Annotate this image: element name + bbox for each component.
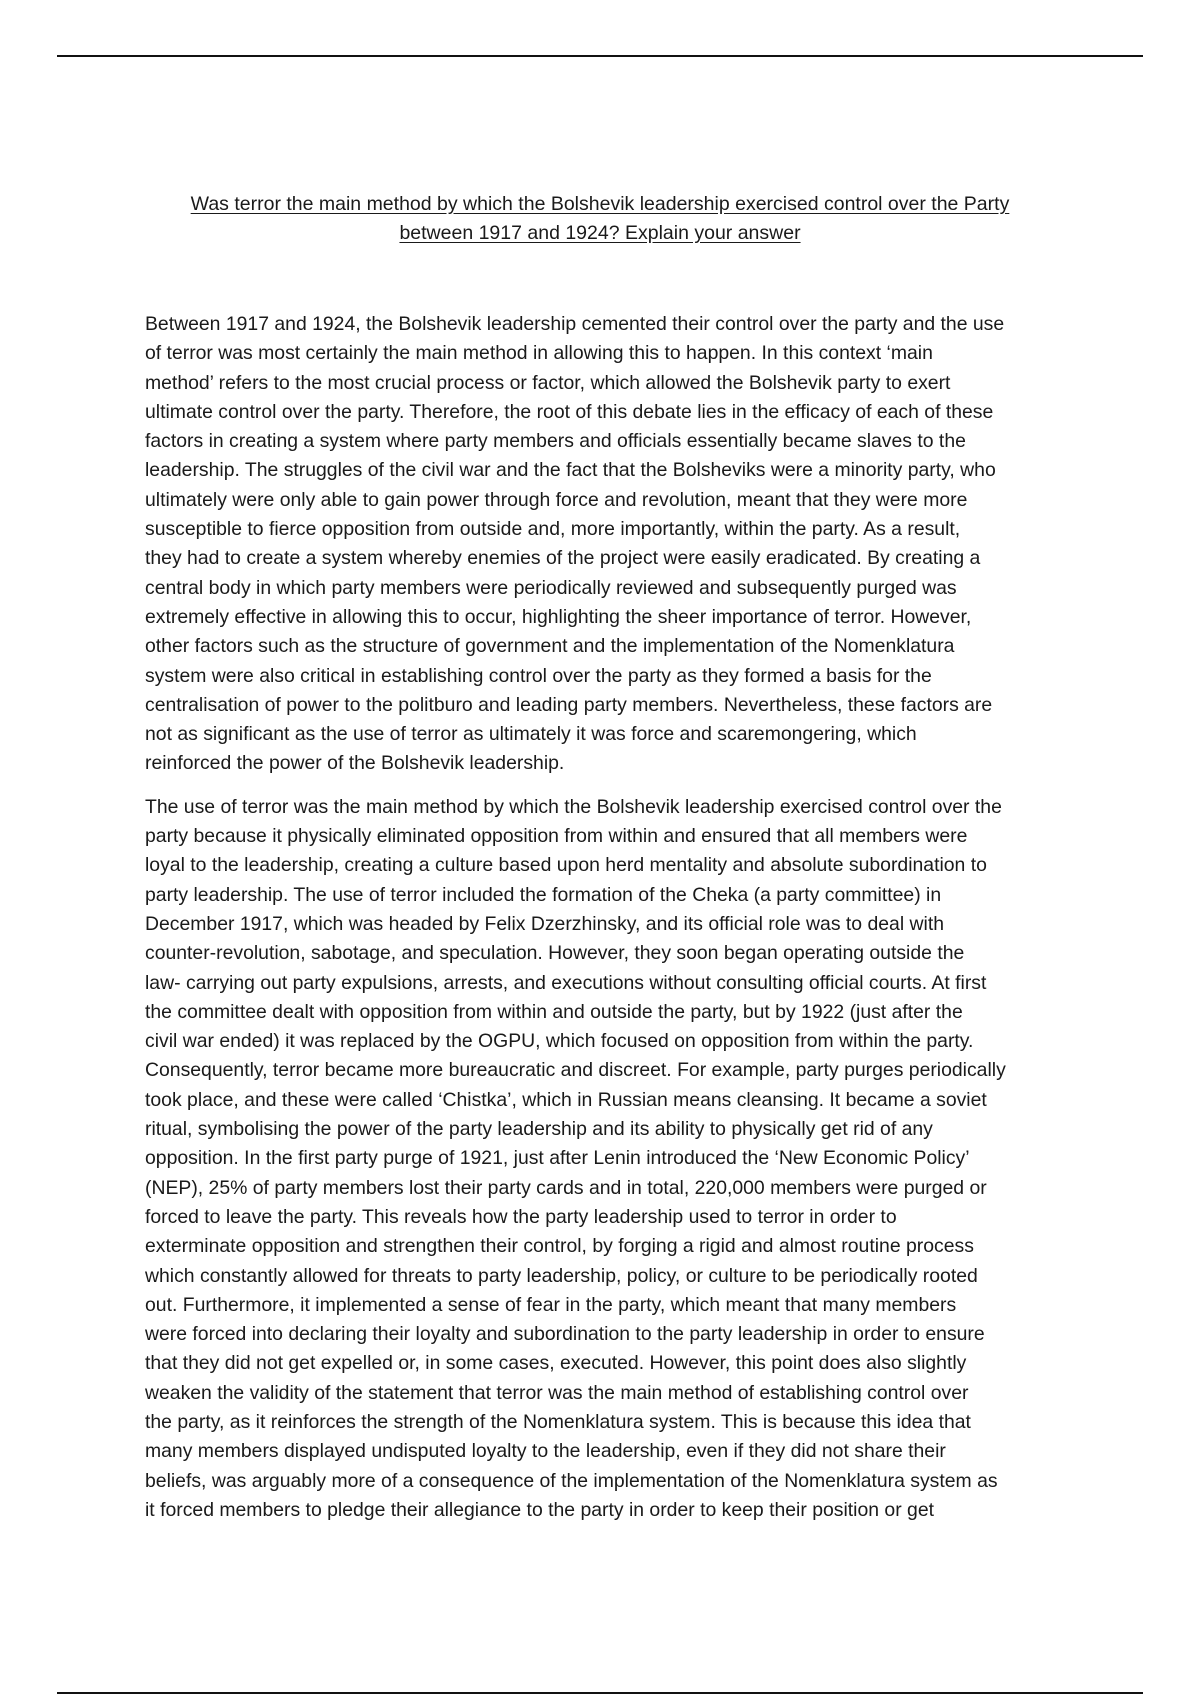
text-line: loyal to the leadership, creating a culture based upon herd mentality and absolute subordination to: [145, 854, 987, 877]
text-line: susceptible to fierce opposition from outside and, more importantly, within the party. As a result,: [145, 518, 961, 541]
text-line: Between 1917 and 1924, the Bolshevik leadership cemented their control over the party and the use: [145, 313, 1005, 335]
text-line: opposition. In the first party purge of 1921, just after Lenin introduced the ‘New Economic Policy’: [145, 1147, 970, 1170]
text-line: they had to create a system whereby enemies of the project were easily eradicated. By creating a: [145, 547, 981, 570]
text-line: extremely effective in allowing this to occur, highlighting the sheer importance of terror. However,: [145, 605, 972, 628]
text-line: central body in which party members were periodically reviewed and subsequently purged was: [145, 576, 957, 599]
paragraph-1: [145, 310, 1075, 779]
text-line: party leadership. The use of terror included the formation of the Cheka (a party committee) in: [145, 883, 942, 906]
text-line: centralisation of power to the politburo and leading party members. Nevertheless, these factors are: [145, 693, 993, 716]
text-line: factors in creating a system where party members and officials essentially became slaves to the: [145, 430, 966, 453]
text-line: of terror was most certainly the main method in allowing this to happen. In this context ‘main: [145, 342, 933, 365]
text-line: it forced members to pledge their allegiance to the party in order to keep their position or get: [145, 1498, 934, 1521]
text-line: party because it physically eliminated opposition from within and ensured that all members were: [145, 825, 968, 848]
text-line: beliefs, was arguably more of a consequence of the implementation of the Nomenklatura system as: [145, 1469, 998, 1492]
document-title: [130, 190, 1070, 248]
text-line: many members displayed undisputed loyalty to the leadership, even if they did not share their: [145, 1440, 946, 1463]
text-line: weaken the validity of the statement that terror was the main method of establishing control over: [145, 1381, 969, 1404]
text-line: The use of terror was the main method by which the Bolshevik leadership exercised control over the: [145, 795, 1002, 818]
text-line: ultimate control over the party. Therefore, the root of this debate lies in the efficacy of each of these: [145, 400, 994, 423]
text-line: ritual, symbolising the power of the party leadership and its ability to physically get rid of any: [145, 1118, 933, 1141]
text-line: reinforced the power of the Bolshevik leadership.: [145, 752, 565, 775]
text-line: leadership. The struggles of the civil war and the fact that the Bolsheviks were a minority party, who: [145, 459, 996, 482]
text-line: December 1917, which was headed by Felix Dzerzhinsky, and its official role was to deal with: [145, 912, 944, 935]
text-line: system were also critical in establishing control over the party as they formed a basis for the: [145, 664, 932, 687]
text-line: took place, and these were called ‘Chistka’, which in Russian means cleansing. It became a soviet: [145, 1088, 987, 1111]
text-line: exterminate opposition and strengthen their control, by forging a rigid and almost routine process: [145, 1235, 974, 1258]
text-line: which constantly allowed for threats to party leadership, policy, or culture to be periodically rooted: [145, 1264, 978, 1287]
text-line: (NEP), 25% of party members lost their party cards and in total, 220,000 members were purged or: [145, 1176, 987, 1199]
document-body: [145, 310, 1075, 1539]
text-line: forced to leave the party. This reveals how the party leadership used to terror in order to: [145, 1205, 897, 1228]
text-line: method’ refers to the most crucial process or factor, which allowed the Bolshevik party to exert: [145, 371, 951, 394]
text-line: ultimately were only able to gain power through force and revolution, meant that they were more: [145, 488, 968, 511]
text-line: not as significant as the use of terror as ultimately it was force and scaremongering, which: [145, 723, 917, 746]
text-line: other factors such as the structure of government and the implementation of the Nomenklatura: [145, 635, 955, 658]
footer-rule: [57, 1692, 1143, 1694]
text-line: counter-revolution, sabotage, and speculation. However, they soon began operating outside the: [145, 942, 965, 965]
text-line: the committee dealt with opposition from within and outside the party, but by 1922 (just after the: [145, 1000, 963, 1023]
text-line: law- carrying out party expulsions, arrests, and executions without consulting official courts. At first: [145, 971, 987, 994]
text-line: civil war ended) it was replaced by the OGPU, which focused on opposition from within the party.: [145, 1030, 974, 1053]
text-line: out. Furthermore, it implemented a sense of fear in the party, which meant that many members: [145, 1293, 957, 1316]
header-rule: [57, 55, 1143, 57]
title-line: Was terror the main method by which the Bolshevik leadership exercised control over the Party: [190, 193, 1010, 215]
text-line: Consequently, terror became more bureaucratic and discreet. For example, party purges periodically: [145, 1059, 1006, 1082]
paragraph-2: [145, 793, 1075, 1525]
title-line: between 1917 and 1924? Explain your answer: [399, 222, 801, 244]
text-line: the party, as it reinforces the strength of the Nomenklatura system. This is because this idea that: [145, 1410, 971, 1433]
text-line: were forced into declaring their loyalty and subordination to the party leadership in order to ensure: [145, 1323, 985, 1346]
text-line: that they did not get expelled or, in some cases, executed. However, this point does also slightly: [145, 1352, 967, 1375]
